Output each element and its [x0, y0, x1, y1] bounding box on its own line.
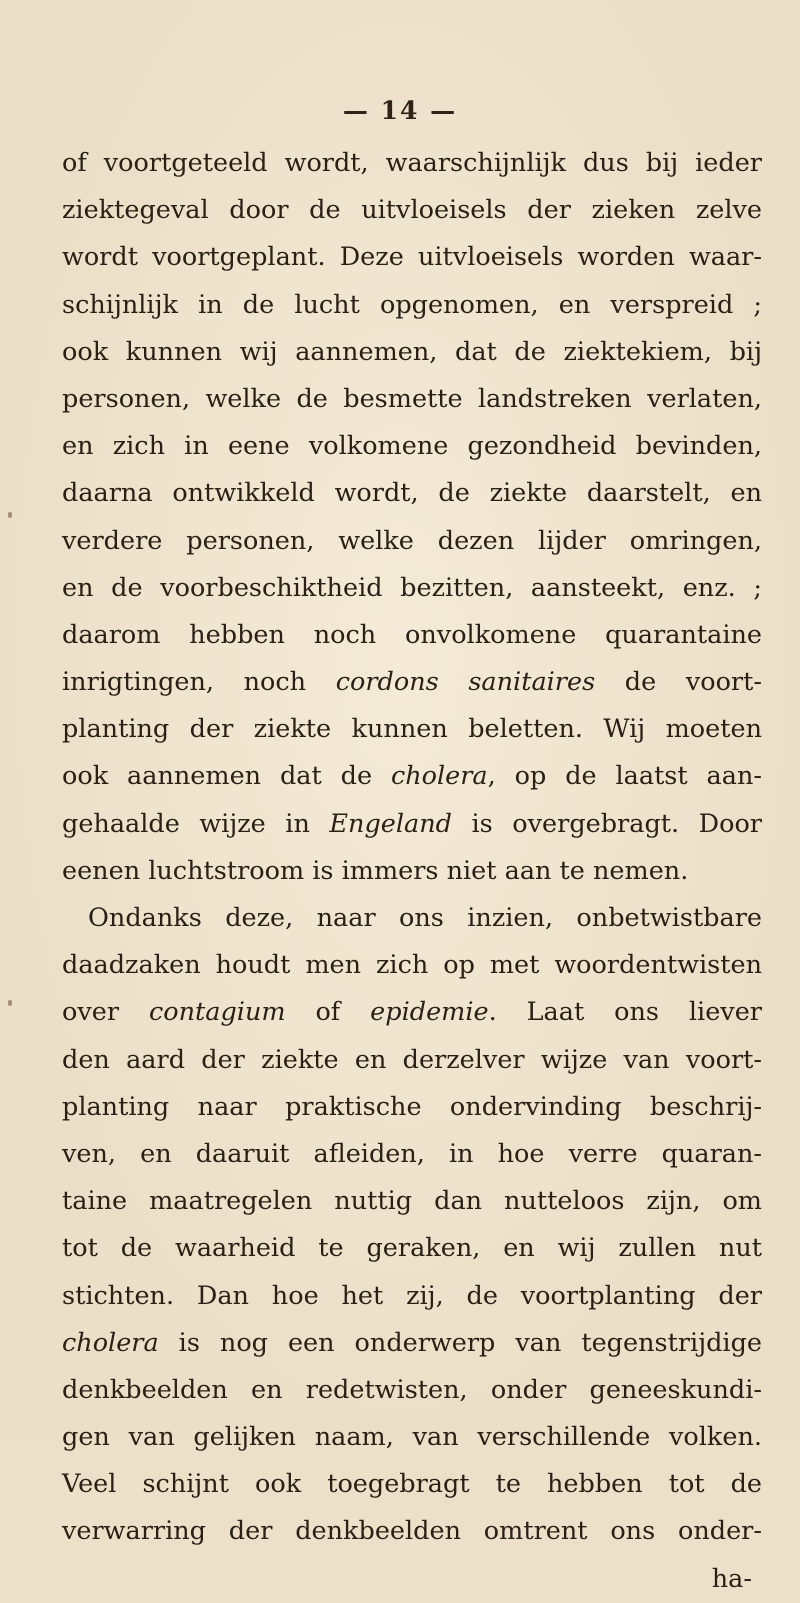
text-line: den aard der ziekte en derzelver wijze van voort- — [62, 1044, 762, 1075]
italic-term: Engeland — [329, 808, 452, 839]
text-line: daarom hebben noch onvolkomene quarantaine — [62, 619, 762, 650]
text-line: verwarring der denkbeelden omtrent ons onder- — [62, 1516, 762, 1547]
text-line: eenen luchtstroom is immers niet aan te nemen. — [62, 855, 689, 886]
text-line: over contagium of epidemie. Laat ons liever — [62, 997, 762, 1028]
text-line: schijnlijk in de lucht opgenomen, en verspreid ; — [62, 289, 762, 320]
text-line: en de voorbeschiktheid bezitten, aansteekt, enz. ; — [62, 572, 762, 603]
text-line: taine maatregelen nuttig dan nutteloos zijn, om — [62, 1186, 762, 1217]
italic-term: cordons sanitaires — [335, 667, 596, 698]
text-line: cholera is nog een onderwerp van tegenstrijdige — [62, 1327, 762, 1358]
text-line: stichten. Dan hoe het zij, de voortplanting der — [62, 1280, 762, 1311]
italic-term: contagium — [148, 997, 286, 1028]
text-line: gen van gelijken naam, van verschillende volken. — [62, 1422, 762, 1453]
text-line: wordt voortgeplant. Deze uitvloeisels worden waar- — [62, 242, 762, 273]
italic-term: epidemie — [370, 997, 489, 1028]
text-line: planting naar praktische ondervinding beschrij- — [62, 1091, 762, 1122]
text-line: of voortgeteeld wordt, waarschijnlijk dus bij ieder — [62, 148, 762, 178]
text-line: tot de waarheid te geraken, en wij zullen nut — [62, 1233, 762, 1264]
text-line: denkbeelden en redetwisten, onder geneeskundi- — [62, 1374, 762, 1405]
text-line: ook kunnen wij aannemen, dat de ziektekiem, bij — [62, 336, 762, 367]
text-line: ook aannemen dat de cholera, op de laatst aan- — [62, 761, 762, 792]
italic-term: cholera — [62, 1327, 159, 1358]
text-line: inrigtingen, noch cordons sanitaires de voort- — [62, 667, 762, 698]
text-line: ziektegeval door de uitvloeisels der zieken zelve — [62, 195, 762, 226]
text-line: Ondanks deze, naar ons inzien, onbetwistbare — [88, 903, 762, 933]
paper-blemish — [8, 1000, 12, 1006]
page-body — [62, 140, 762, 1603]
page-number: — 14 — — [342, 96, 458, 125]
italic-term: cholera — [390, 761, 488, 792]
text-line: Veel schijnt ook toegebragt te hebben tot de — [62, 1469, 762, 1500]
text-line: verdere personen, welke dezen lijder omringen, — [62, 525, 762, 556]
text-line: gehaalde wijze in Engeland is overgebragt. Door — [62, 808, 762, 839]
text-line: ven, en daaruit afleiden, in hoe verre quaran- — [62, 1138, 762, 1169]
text-line: planting der ziekte kunnen beletten. Wij moeten — [62, 714, 762, 745]
paper-blemish — [8, 512, 12, 518]
text-line: daarna ontwikkeld wordt, de ziekte daarstelt, en — [62, 478, 762, 509]
text-line: en zich in eene volkomene gezondheid bevinden, — [62, 431, 762, 462]
catchword: ha- — [711, 1563, 752, 1594]
text-line: personen, welke de besmette landstreken verlaten, — [62, 383, 762, 414]
text-line: daadzaken houdt men zich op met woordentwisten — [62, 950, 762, 981]
